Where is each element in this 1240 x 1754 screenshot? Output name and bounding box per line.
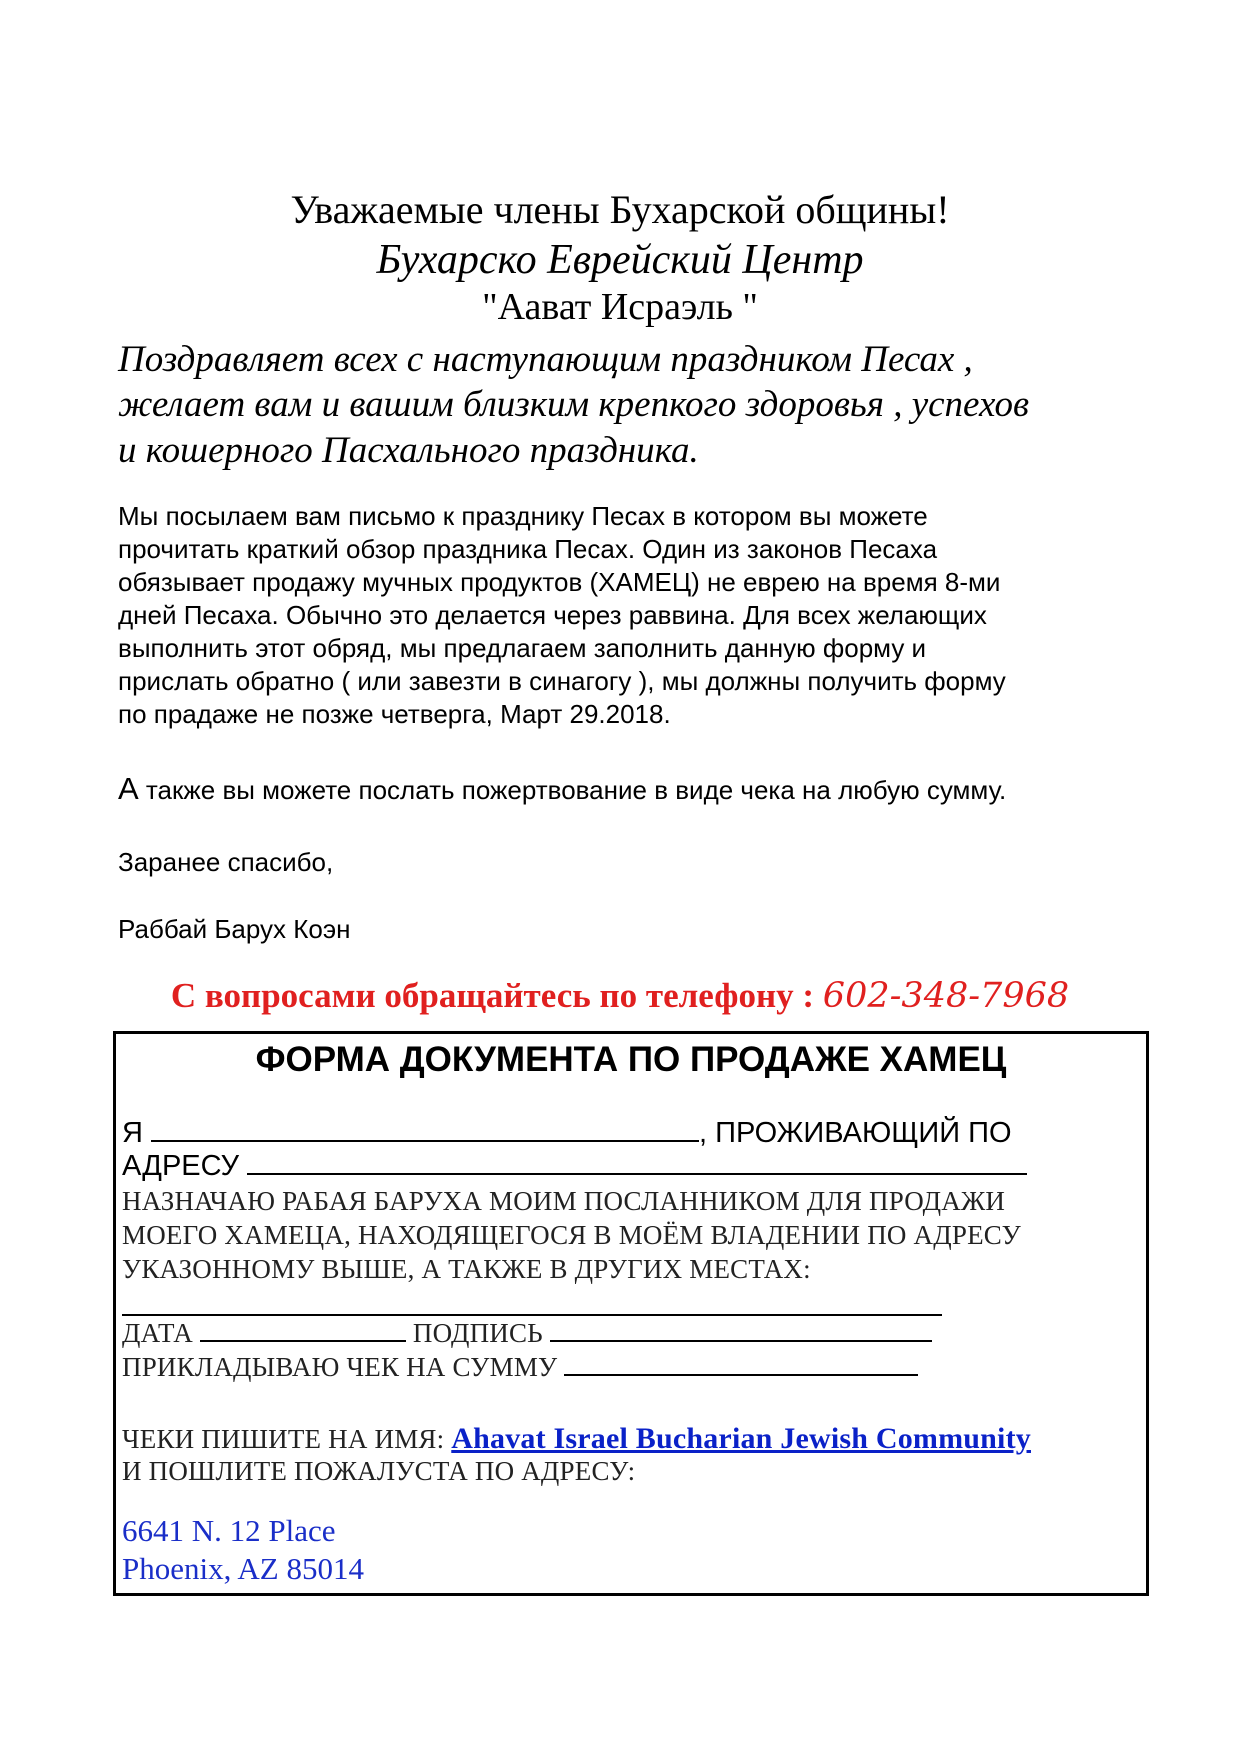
center-name: Бухарско Еврейский Центр <box>376 237 864 283</box>
assign-line: УКАЗОННОМУ ВЫШЕ, А ТАКЖЕ В ДРУГИХ МЕСТАХ: <box>122 1254 811 1284</box>
residing-label: , ПРОЖИВАЮЩИЙ ПО <box>699 1117 1012 1149</box>
letter-line: прислать обратно ( или завезти в синагогу ), мы должны получить форму <box>118 666 1006 696</box>
payee-row <box>122 1422 1031 1456</box>
check-amount-field[interactable] <box>564 1373 918 1376</box>
date-field[interactable] <box>200 1339 406 1342</box>
letter-line: по прадаже не позже четверга, Март 29.2018. <box>118 699 671 729</box>
mail-address-line: Phoenix, AZ 85014 <box>122 1551 364 1586</box>
name-row <box>122 1117 1012 1150</box>
letter-line: дней Песаха. Обычно это делается через раввина. Для всех желающих <box>118 600 987 630</box>
signature-label: ПОДПИСЬ <box>412 1318 543 1348</box>
address-label: АДРЕСУ <box>122 1150 240 1182</box>
letter-line: выполнить этот обряд, мы предлагаем заполнить данную форму и <box>118 633 927 663</box>
check-label: ПРИКЛАДЫВАЮ ЧЕК НА СУММУ <box>122 1352 558 1382</box>
greeting-heading: Уважаемые члены Бухарской общины! <box>290 187 950 232</box>
thanks-line: Заранее спасибо, <box>118 847 334 877</box>
contact-line <box>0 976 1240 1016</box>
congrats-line: желает вам и вашим близким крепкого здоровья , успехов <box>118 384 1030 425</box>
date-label: ДАТА <box>122 1318 193 1348</box>
form-title: ФОРМА ДОКУМЕНТА ПО ПРОДАЖЕ ХАМЕЦ <box>255 1040 1007 1079</box>
address-field[interactable] <box>247 1172 1027 1175</box>
payee-name-link[interactable]: Ahavat Israel Bucharian Jewish Community <box>451 1422 1031 1455</box>
congrats-line: и кошерного Пасхального праздника. <box>118 430 699 471</box>
payee-label: ЧЕКИ ПИШИТЕ НА ИМЯ: <box>122 1424 452 1454</box>
ya-label: Я <box>122 1117 143 1149</box>
assign-line: НАЗНАЧАЮ РАБАЯ БАРУХА МОИМ ПОСЛАННИКОМ ДЛЯ ПРОДАЖИ <box>122 1186 1006 1216</box>
address-row <box>122 1150 1027 1183</box>
check-amount-row <box>122 1352 918 1383</box>
assign-line: МОЕГО ХАМЕЦА, НАХОДЯЩЕГОСЯ В МОЁМ ВЛАДЕНИИ ПО АДРЕСУ <box>122 1220 1021 1250</box>
donation-text: также вы можете послать пожертвование в виде чека на любую сумму. <box>138 775 1007 805</box>
contact-label: С вопросами обращайтесь по телефону : <box>170 976 823 1015</box>
contact-phone: 602-348-7968 <box>822 976 1070 1016</box>
mail-address-line: 6641 N. 12 Place <box>122 1513 336 1548</box>
send-instruction: И ПОШЛИТЕ ПОЖАЛУСТА ПО АДРЕСУ: <box>122 1456 636 1486</box>
letter-signature: Раббай Барух Коэн <box>118 914 351 944</box>
other-places-field[interactable] <box>122 1313 942 1316</box>
letter-line: обязывает продажу мучных продуктов (ХАМЕЦ) не еврею на время 8-ми <box>118 567 1001 597</box>
congrats-line: Поздравляет всех с наступающим праздником Песах , <box>118 339 973 380</box>
letter-line: Мы посылаем вам письмо к празднику Песах в котором вы можете <box>118 501 928 531</box>
name-field[interactable] <box>151 1139 699 1142</box>
letter-body <box>118 500 1006 731</box>
donation-note <box>118 772 1006 807</box>
center-quote-name: "Аават Исраэль " <box>482 286 758 328</box>
date-signature-row <box>122 1318 932 1349</box>
letter-line: прочитать краткий обзор праздника Песах. Один из законов Песаха <box>118 534 938 564</box>
signature-field[interactable] <box>550 1339 932 1342</box>
donation-first-letter: А <box>118 771 139 806</box>
